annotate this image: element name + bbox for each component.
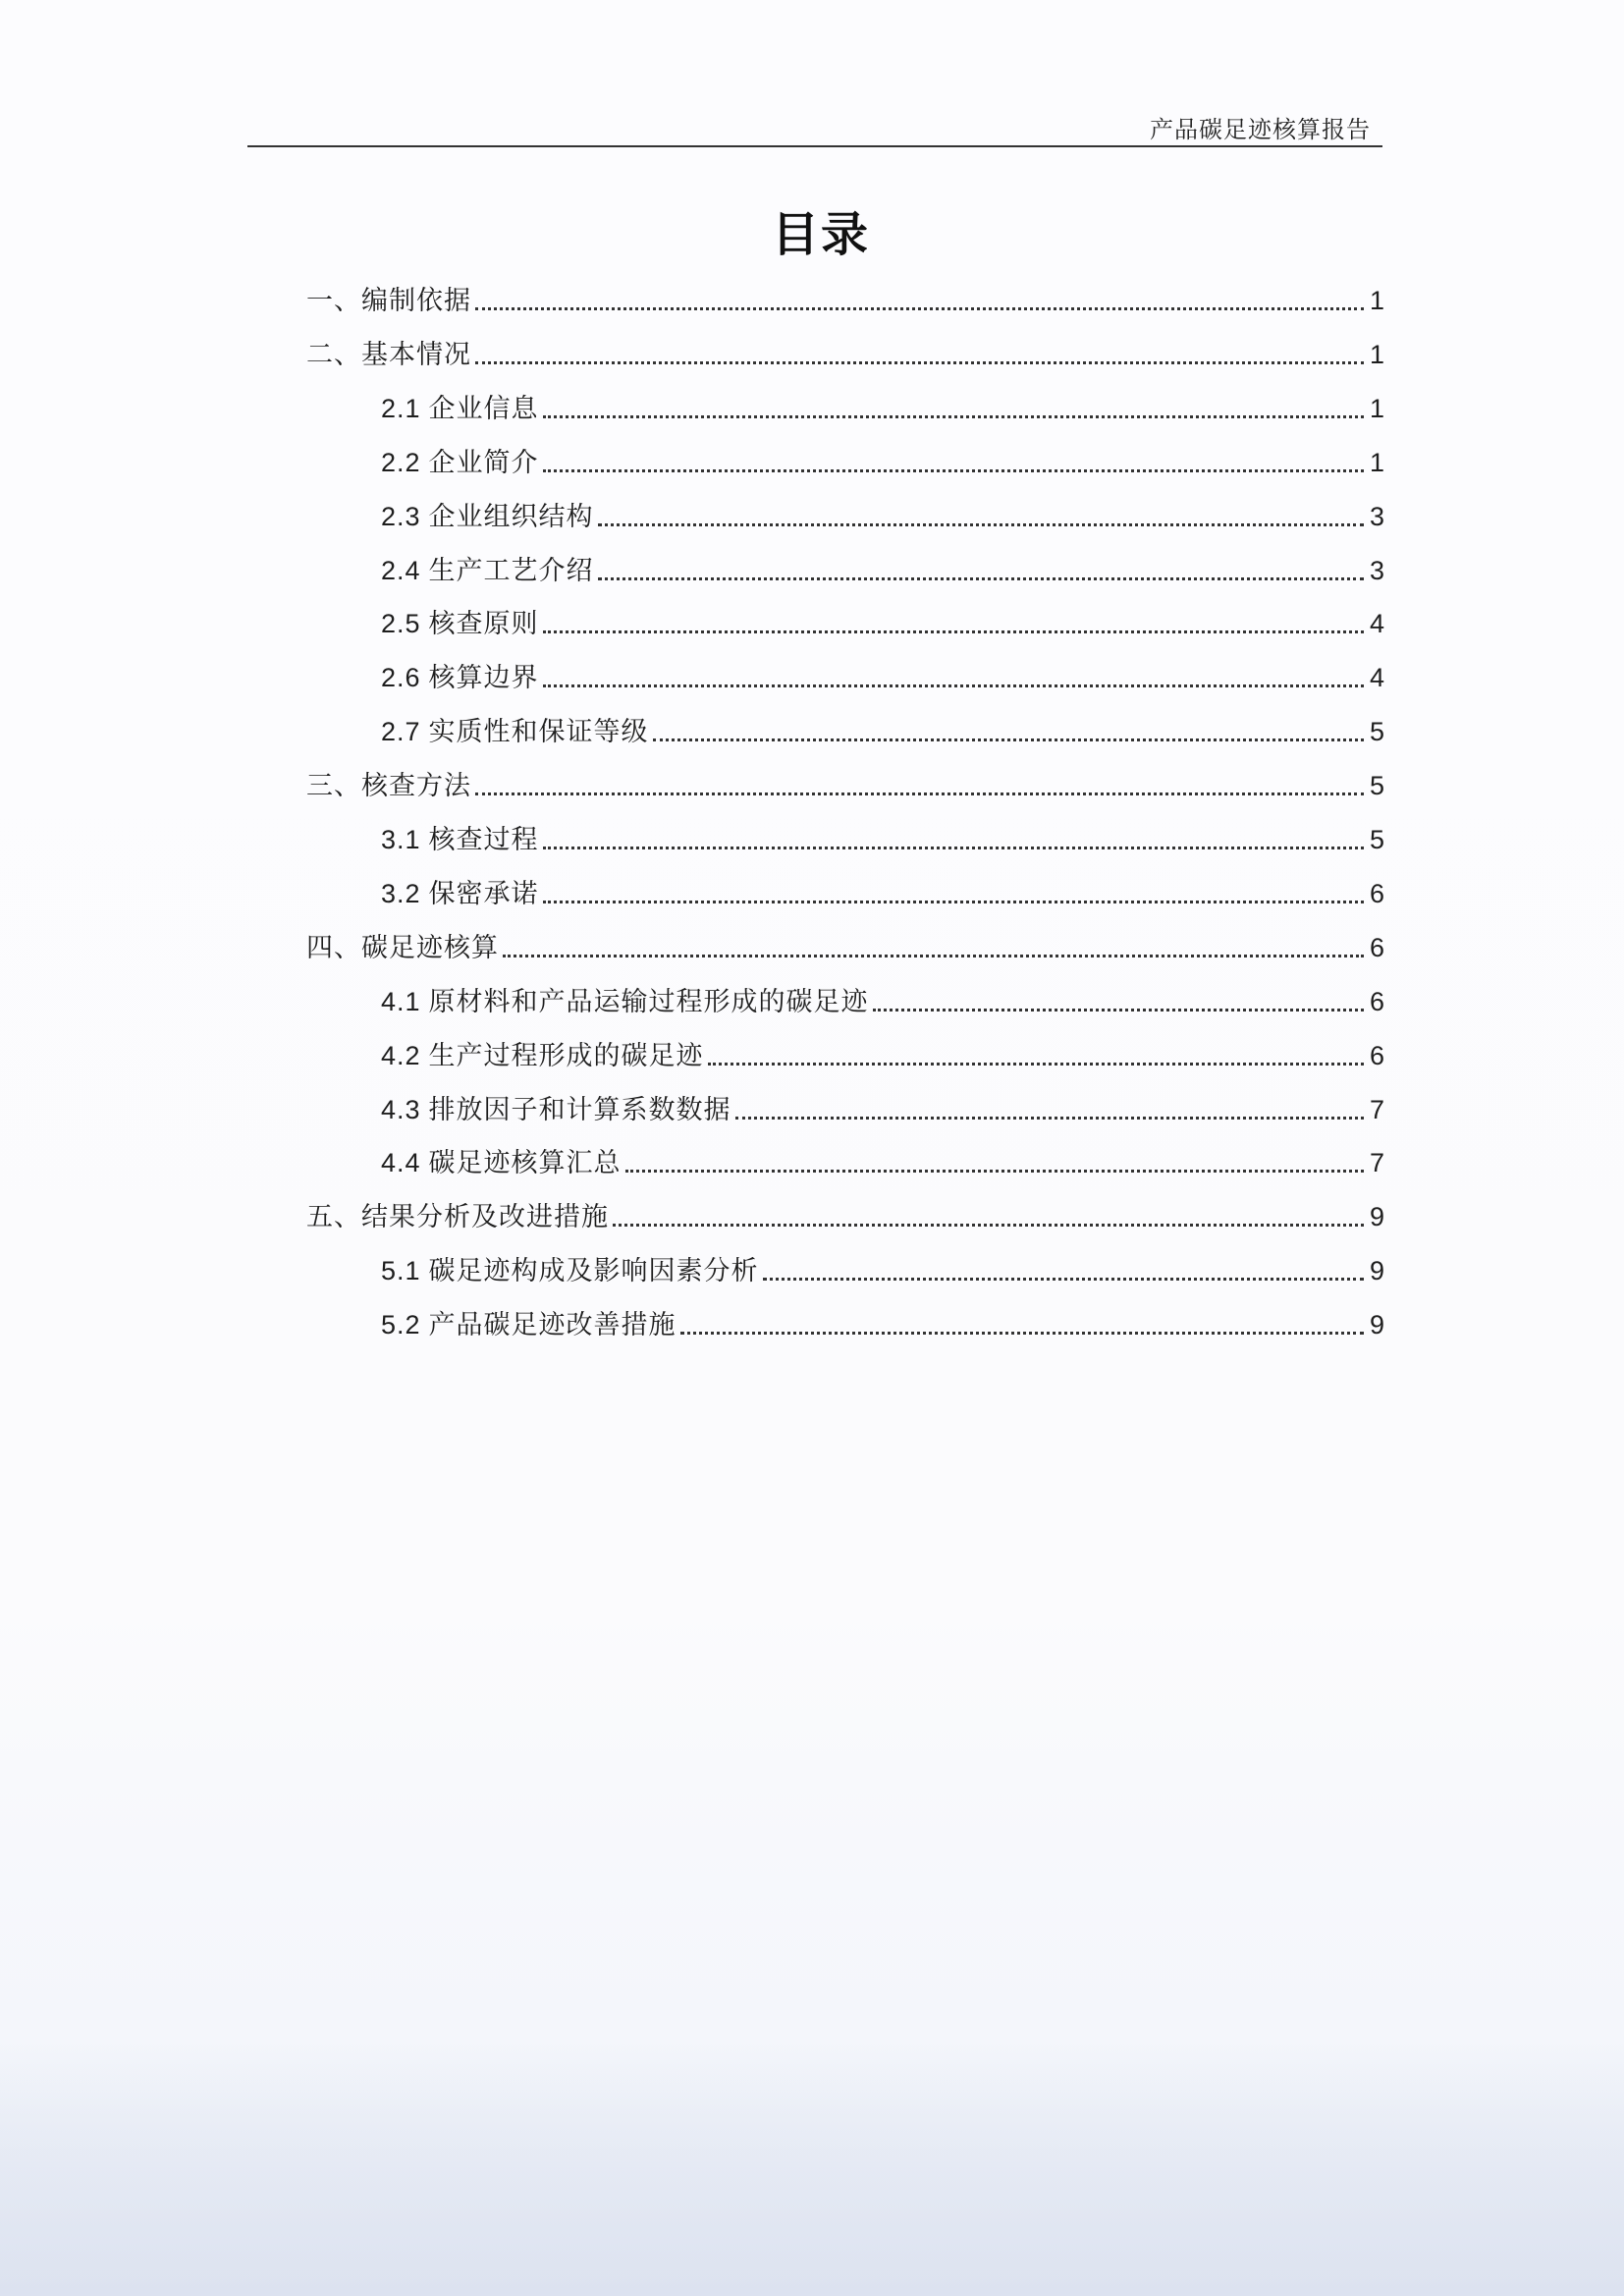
toc-entry-text: 企业信息 <box>428 393 539 424</box>
toc-entry-number: 2.7 <box>381 717 421 747</box>
toc-dot-leader <box>475 307 1364 310</box>
toc-entry[interactable] <box>381 497 1384 536</box>
toc-entry-label <box>381 1143 622 1183</box>
toc-dot-leader <box>763 1278 1364 1281</box>
toc-entry-text: 企业组织结构 <box>428 501 594 532</box>
toc-entry[interactable] <box>306 1197 1384 1236</box>
toc-dot-leader <box>503 955 1364 957</box>
toc-entry[interactable] <box>381 443 1384 482</box>
toc-dot-leader <box>543 684 1364 687</box>
toc-dot-leader <box>543 469 1364 472</box>
toc-entry-text: 三、核查方法 <box>306 771 471 802</box>
toc-entry-page-number: 6 <box>1369 1040 1384 1070</box>
toc-entry-label <box>381 658 539 698</box>
toc-title: 目录 <box>771 207 870 262</box>
toc-entry[interactable] <box>381 1305 1384 1344</box>
toc-entry-page-number: 4 <box>1369 663 1384 693</box>
toc-entry-label <box>381 820 539 860</box>
toc-entry-label <box>381 389 539 429</box>
scan-shading <box>0 2043 1624 2296</box>
toc-dot-leader <box>873 1009 1364 1011</box>
toc-entry-number: 4.2 <box>381 1040 421 1070</box>
toc-entry-text: 核查过程 <box>428 825 539 855</box>
toc-entry-label <box>381 604 539 644</box>
toc-entry-number: 2.6 <box>381 663 421 693</box>
toc-entry-text: 核查原则 <box>428 609 539 640</box>
toc-entry-page-number: 5 <box>1369 825 1384 854</box>
toc-entry[interactable] <box>381 712 1384 751</box>
toc-entry-label <box>381 1090 731 1130</box>
toc-entry-page-number: 1 <box>1369 447 1384 477</box>
toc-entry-text: 生产过程形成的碳足迹 <box>428 1040 704 1071</box>
toc-entry-label <box>306 1198 609 1237</box>
toc-dot-leader <box>598 577 1364 580</box>
toc-entry-number: 2.4 <box>381 555 421 585</box>
toc-entry[interactable] <box>381 604 1384 643</box>
toc-entry-text: 产品碳足迹改善措施 <box>428 1310 677 1341</box>
toc-entry-text: 碳足迹构成及影响因素分析 <box>428 1256 759 1287</box>
toc-dot-leader <box>598 523 1364 526</box>
toc-entry[interactable] <box>381 820 1384 859</box>
toc-entry-number: 3.1 <box>381 825 421 854</box>
toc-entry-text: 原材料和产品运输过程形成的碳足迹 <box>428 986 869 1017</box>
toc-entry-text: 保密承诺 <box>428 878 539 909</box>
running-header-title: 产品碳足迹核算报告 <box>1150 116 1371 143</box>
toc-entry-number: 2.1 <box>381 393 421 423</box>
toc-entry-label <box>306 336 471 375</box>
toc-entry-page-number: 5 <box>1369 717 1384 747</box>
toc-entry-label <box>381 497 594 537</box>
toc-entry-label <box>381 712 649 752</box>
toc-entry-page-number: 9 <box>1369 1202 1384 1232</box>
toc-entry-text: 一、编制依据 <box>306 286 471 316</box>
toc-entry-page-number: 4 <box>1369 609 1384 639</box>
toc-entry[interactable] <box>381 551 1384 590</box>
toc-dot-leader <box>735 1117 1364 1120</box>
toc-entry-label <box>381 874 539 914</box>
toc-dot-leader <box>543 630 1364 633</box>
toc-entry-text: 二、基本情况 <box>306 339 471 370</box>
toc-dot-leader <box>475 361 1364 364</box>
toc-entry-number: 4.1 <box>381 986 421 1016</box>
toc-entry-label <box>381 982 869 1022</box>
toc-entry-page-number: 3 <box>1369 501 1384 531</box>
toc-entry-label <box>306 929 499 968</box>
toc-entry-label <box>306 282 471 321</box>
toc-entry-number: 4.4 <box>381 1148 421 1178</box>
toc-entry[interactable] <box>381 389 1384 428</box>
toc-entry-text: 五、结果分析及改进措施 <box>306 1202 609 1233</box>
toc-entry-page-number: 3 <box>1369 555 1384 585</box>
toc-dot-leader <box>653 738 1364 741</box>
toc-dot-leader <box>475 793 1364 795</box>
header-rule <box>247 145 1382 147</box>
toc-dot-leader <box>543 415 1364 418</box>
toc-dot-leader <box>625 1170 1364 1173</box>
toc-entry[interactable] <box>381 1251 1384 1290</box>
toc-entry[interactable] <box>306 335 1384 374</box>
toc-entry-text: 实质性和保证等级 <box>428 717 649 748</box>
toc-entry-label <box>381 1251 759 1291</box>
toc-entry-page-number: 6 <box>1369 932 1384 962</box>
toc-entry-label <box>381 443 539 483</box>
toc-entry-page-number: 9 <box>1369 1310 1384 1340</box>
toc-entry-page-number: 6 <box>1369 986 1384 1016</box>
toc-entry[interactable] <box>381 1090 1384 1129</box>
toc-entry-text: 企业简介 <box>428 447 539 478</box>
toc-entry-number: 3.2 <box>381 878 421 908</box>
toc-entry-page-number: 7 <box>1369 1094 1384 1124</box>
toc-entry-number: 2.3 <box>381 501 421 531</box>
toc-entry-label <box>381 551 594 591</box>
toc-entry-page-number: 1 <box>1369 339 1384 369</box>
toc-entry[interactable] <box>381 658 1384 697</box>
toc-entry-number: 4.3 <box>381 1094 421 1124</box>
toc-entry[interactable] <box>381 874 1384 913</box>
toc-entry[interactable] <box>306 281 1384 320</box>
toc-dot-leader <box>543 901 1364 903</box>
toc-entry-text: 排放因子和计算系数数据 <box>428 1094 731 1125</box>
toc-entry-page-number: 9 <box>1369 1256 1384 1286</box>
toc-entry-page-number: 6 <box>1369 878 1384 908</box>
toc-dot-leader <box>680 1332 1364 1335</box>
toc-entry[interactable] <box>381 982 1384 1021</box>
toc-entry-label <box>381 1036 704 1076</box>
toc-entry-page-number: 1 <box>1369 286 1384 315</box>
toc-entry-number: 2.2 <box>381 447 421 477</box>
toc-entry-text: 四、碳足迹核算 <box>306 932 499 963</box>
toc-dot-leader <box>708 1063 1364 1066</box>
toc-dot-leader <box>613 1224 1364 1227</box>
toc-entry[interactable] <box>381 1143 1384 1182</box>
toc-entry-label <box>306 767 471 806</box>
toc-entry-page-number: 1 <box>1369 393 1384 423</box>
toc-entry-text: 核算边界 <box>428 663 539 694</box>
toc-entry-number: 5.2 <box>381 1310 421 1340</box>
toc-entry-number: 2.5 <box>381 609 421 639</box>
toc-entry-number: 5.1 <box>381 1256 421 1286</box>
toc-entry[interactable] <box>306 766 1384 805</box>
toc-entry-text: 碳足迹核算汇总 <box>428 1148 622 1179</box>
toc-dot-leader <box>543 847 1364 849</box>
toc-entry-text: 生产工艺介绍 <box>428 555 594 586</box>
toc-entry[interactable] <box>381 1036 1384 1075</box>
toc-entry-page-number: 7 <box>1369 1148 1384 1178</box>
toc-entry[interactable] <box>306 928 1384 967</box>
toc-entry-page-number: 5 <box>1369 771 1384 801</box>
toc-entry-label <box>381 1305 677 1345</box>
